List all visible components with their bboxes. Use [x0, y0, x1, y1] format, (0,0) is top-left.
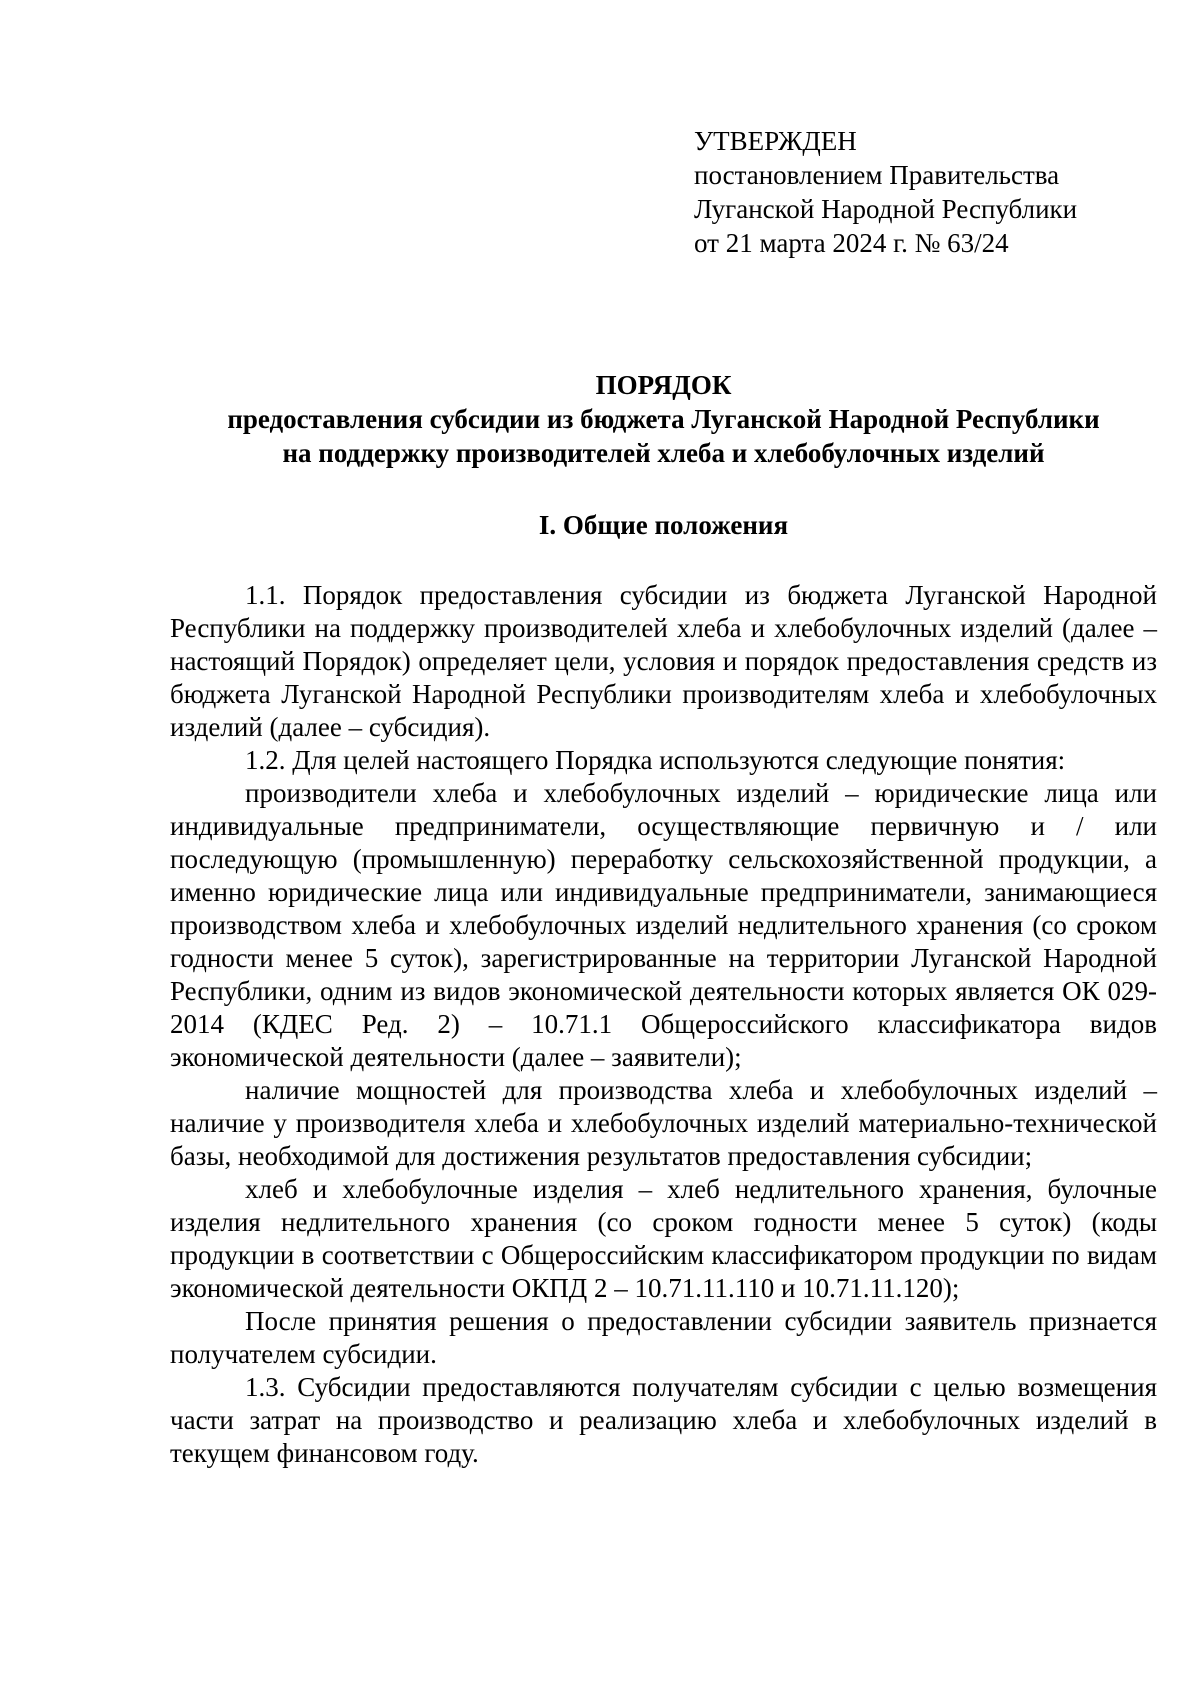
approval-stamp — [694, 124, 1154, 260]
paragraph: После принятия решения о предоставлении субсидии заявитель признается получателем субсидии. — [170, 1306, 1157, 1369]
paragraph: хлеб и хлебобулочные изделия – хлеб недлительного хранения, булочные изделия недлительного хранения (со сроком годности менее 5 суток) (коды продукции в соответствии с Общероссийским классификатором продукции по видам экономической деятельности ОКПД 2 – 10.71.11.110 и 10.71.11.120); — [170, 1174, 1157, 1303]
title-line: на поддержку производителей хлеба и хлебобулочных изделий — [282, 438, 1045, 468]
document-title — [170, 368, 1157, 470]
title-line: предоставления субсидии из бюджета Луганской Народной Республики — [227, 404, 1100, 434]
paragraph: 1.1. Порядок предоставления субсидии из бюджета Луганской Народной Республики на поддержку производителей хлеба и хлебобулочных изделий (далее – настоящий Порядок) определяет цели, условия и порядок предоставления средств из бюджета Луганской Народной Республики производителям хлеба и хлебобулочных изделий (далее – субсидия). — [170, 580, 1157, 742]
document-body — [170, 579, 1157, 1470]
approval-line: постановлением Правительства — [694, 160, 1060, 190]
paragraph: 1.2. Для целей настоящего Порядка используются следующие понятия: — [245, 745, 1066, 775]
paragraph: наличие мощностей для производства хлеба и хлебобулочных изделий – наличие у производителя хлеба и хлебобулочных изделий материально-технической базы, необходимой для достижения результатов предоставления субсидии; — [170, 1075, 1157, 1171]
title-main: ПОРЯДОК — [595, 370, 732, 400]
paragraph: производители хлеба и хлебобулочных изделий – юридические лица или индивидуальные предприниматели, осуществляющие первичную и / или последующую (промышленную) переработку сельскохозяйственной продукции, а именно юридические лица или индивидуальные предприниматели, занимающиеся производством хлеба и хлебобулочных изделий недлительного хранения (со сроком годности менее 5 суток), зарегистрированные на территории Луганской Народной Республики, одним из видов экономической деятельности которых является ОК 029-2014 (КДЕС Ред. 2) – 10.71.1 Общероссийского классификатора видов экономической деятельности (далее – заявители); — [170, 778, 1157, 1072]
approval-date-number: от 21 марта 2024 г. № 63/24 — [694, 228, 1009, 258]
approval-heading: УТВЕРЖДЕН — [694, 126, 857, 156]
section-heading: I. Общие положения — [538, 510, 789, 540]
approval-line: Луганской Народной Республики — [694, 194, 1078, 224]
paragraph: 1.3. Субсидии предоставляются получателям субсидии с целью возмещения части затрат на производство и реализацию хлеба и хлебобулочных изделий в текущем финансовом году. — [170, 1372, 1157, 1468]
